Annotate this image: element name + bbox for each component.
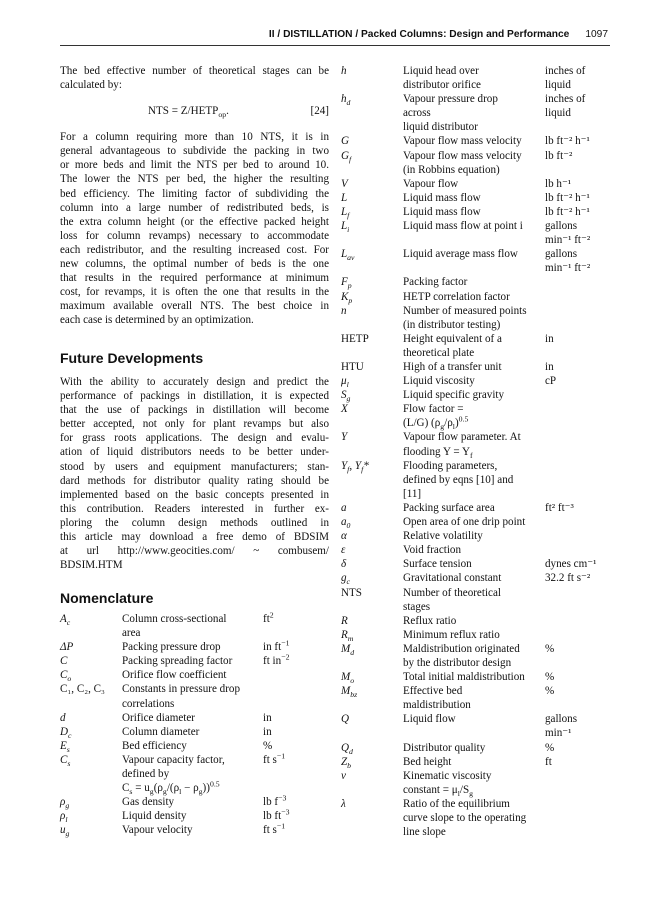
definition: Liquid density: [122, 810, 187, 823]
unit: inches of: [545, 93, 586, 106]
nomenclature-entry: [341, 529, 609, 543]
unit: in $ft^{-1}$: [263, 638, 290, 654]
text-line: for grass roots applications. The design and evalu-: [60, 432, 329, 445]
definition: Open area of one drip point: [403, 516, 526, 529]
symbol: HTU: [341, 360, 364, 373]
text-line: ation of liquid distributors needs to be better under-: [60, 446, 329, 459]
unit: min⁻¹ ft⁻²: [545, 262, 591, 275]
header-rule: [60, 45, 610, 46]
definition: Kinematic viscosity: [403, 769, 492, 782]
nomenclature-entry: [341, 586, 609, 614]
definition: Liquid mass flow: [403, 205, 481, 218]
text-line: BDSIM.HTM: [60, 559, 123, 572]
symbol: $M_{bz}$: [341, 685, 358, 700]
text-line: dard methods for distributor quality rating should be: [60, 474, 329, 487]
unit: $ft^2$: [263, 610, 274, 625]
unit: %: [545, 741, 555, 754]
definition: across: [403, 107, 431, 120]
nomenclature-entry: [60, 739, 330, 753]
nomenclature-entry: [60, 823, 330, 837]
definition: Liquid specific gravity: [403, 389, 505, 402]
unit: %: [263, 739, 273, 752]
definition: Liquid flow: [403, 713, 456, 726]
text-line: For a column requiring more than 10 NTS, it is in: [60, 131, 329, 144]
nomenclature-entry: [341, 360, 609, 374]
nomenclature-entry: [341, 628, 609, 642]
symbol: $g_c$: [341, 572, 350, 587]
definition: stages: [403, 600, 431, 613]
unit: %: [545, 685, 555, 698]
definition: Column cross-sectional: [122, 613, 227, 625]
text-line: or more beds and limit the NTS per bed to around 10.: [60, 159, 329, 172]
unit: %: [545, 642, 555, 655]
symbol: Q: [341, 713, 350, 726]
future-paragraph: [60, 375, 329, 572]
definition: Vapour flow mass velocity: [403, 135, 522, 148]
unit: lb ft⁻² h⁻¹: [545, 205, 590, 218]
definition: by the distributor design: [403, 656, 512, 669]
equation-subscript: op: [218, 110, 227, 120]
definition: Gravitational constant: [403, 572, 502, 585]
nomenclature-entry: [341, 332, 609, 360]
nomenclature-entry: [341, 402, 609, 430]
text-line: column into a large number of redistributed beds, is: [60, 201, 329, 214]
definition: Vapour flow: [403, 177, 459, 190]
intro-paragraph: [60, 64, 329, 92]
symbol: C: [60, 655, 68, 668]
running-header: [60, 29, 608, 43]
nomenclature-entry: [341, 642, 609, 670]
symbol: $u_g$: [60, 824, 70, 839]
symbol: $K_p$: [341, 290, 353, 305]
symbol: $h_d$: [341, 93, 351, 108]
text-line: bed efficiency. The limiting factor of subdividing the: [60, 187, 329, 200]
nomenclature-entry: [341, 290, 609, 304]
definition: defined by: [122, 768, 170, 781]
nomenclature-entry: [341, 247, 609, 275]
equation-text: NTS = Z/HETP: [148, 105, 219, 118]
nomenclature-entry: [341, 684, 609, 712]
symbol: ε: [341, 544, 346, 557]
symbol: $A_c$: [60, 613, 71, 628]
definition: Flow factor =: [403, 403, 464, 416]
nomenclature-left: [60, 612, 330, 838]
symbol: G: [341, 135, 350, 148]
unit: gallons: [545, 713, 578, 726]
definition: Orifice diameter: [122, 711, 195, 724]
definition: Surface tension: [403, 558, 472, 571]
symbol: λ: [341, 797, 346, 810]
symbol: δ: [341, 558, 347, 571]
nomenclature-entry: [341, 459, 609, 501]
equation-end: .: [226, 105, 229, 118]
unit: ft $s^{-1}$: [263, 751, 286, 766]
unit: cP: [545, 375, 557, 388]
definition: Maldistribution originated: [403, 642, 520, 655]
definition: Liquid mass flow at point i: [403, 220, 523, 233]
unit: gallons: [545, 248, 578, 261]
nomenclature-entry: [60, 612, 330, 640]
unit: in: [545, 332, 554, 345]
symbol: $C_s$: [60, 753, 71, 769]
definition: (in distributor testing): [403, 318, 501, 331]
unit: in: [263, 725, 272, 738]
symbol: $S_g$: [341, 389, 351, 404]
nomenclature-entry: [60, 753, 330, 795]
definition: correlations: [122, 697, 175, 710]
nomenclature-entry: [60, 809, 330, 823]
definition: Reflux ratio: [403, 614, 457, 627]
nomenclature-entry: [341, 670, 609, 684]
text-line: cost, for revamps, it is often the one that results in the: [60, 286, 329, 299]
symbol: $\rho_l$: [60, 810, 68, 825]
definition: Void fraction: [403, 544, 462, 557]
definition: (in Robbins equation): [403, 163, 500, 176]
unit: in: [545, 360, 554, 373]
nomenclature-entry: [341, 755, 609, 769]
unit: ft $in^{-2}$: [263, 652, 290, 668]
definition: flooding $Y = Y_f$: [403, 445, 473, 460]
equation-24: [60, 104, 329, 118]
text-line: new columns, the optimal number of beds is the one: [60, 258, 329, 271]
definition: Column diameter: [122, 725, 200, 738]
symbol: Y: [341, 431, 348, 444]
unit: gallons: [545, 220, 578, 233]
text-line: The bed effective number of theoretical stages can be: [60, 65, 329, 77]
symbol: $Y_f$, $Y_f*$: [341, 459, 369, 474]
nomenclature-entry: [341, 374, 609, 388]
definition: Liquid head over: [403, 65, 479, 77]
symbol: $L_i$: [341, 220, 350, 235]
symbol: C₁, C₂, C₃: [60, 683, 105, 696]
definition: Vapour pressure drop: [403, 93, 498, 106]
definition: Number of theoretical: [403, 586, 501, 599]
symbol: $R_m$: [341, 628, 354, 643]
text-line: better accepted, not only for plant revamps but also: [60, 418, 329, 431]
symbol: $\mu_l$: [341, 375, 349, 390]
definition: defined by eqns [10] and: [403, 473, 514, 486]
nomenclature-entry: [60, 711, 330, 725]
symbol: NTS: [341, 586, 362, 599]
nomenclature-entry: [341, 614, 609, 628]
nomenclature-entry: [341, 557, 609, 571]
text-line: stood by users and equipment manufacturers; stan-: [60, 460, 329, 473]
definition: theoretical plate: [403, 346, 475, 359]
definition: Bed efficiency: [122, 739, 187, 752]
nomenclature-entry: [341, 149, 609, 177]
definition: Minimum reflux ratio: [403, 628, 500, 641]
symbol: $\rho_g$: [60, 796, 70, 811]
symbol: a: [341, 501, 347, 514]
symbol: $Z_b$: [341, 755, 352, 770]
nomenclature-entry: [341, 219, 609, 247]
definition: curve slope to the operating: [403, 812, 527, 824]
text-line: general advantageous to subdivide the packing in two: [60, 145, 329, 158]
unit: liquid: [545, 107, 571, 120]
text-line: this contribution. Readers interested in further ex-: [60, 502, 329, 515]
definition: Liquid mass flow: [403, 191, 481, 204]
symbol: R: [341, 614, 348, 627]
text-line: loss for column revamps) necessary to accommodate: [60, 229, 329, 242]
text-line: each case is determined by an optimization.: [60, 314, 254, 327]
symbol: $D_c$: [60, 725, 72, 740]
definition: Gas density: [122, 796, 175, 809]
text-line: maximum available overall NTS. The best choice in: [60, 300, 329, 313]
unit: lb $ft^{-3}$: [263, 807, 290, 823]
text-line: that results in the required performance at minimum: [60, 272, 329, 285]
symbol: $Q_d$: [341, 741, 353, 756]
nomenclature-entry: [341, 64, 609, 92]
definition: Constants in pressure drop: [122, 683, 241, 696]
definition: Bed height: [403, 755, 452, 768]
nomenclature-entry: [341, 543, 609, 557]
unit: lb ft⁻² h⁻¹: [545, 191, 590, 204]
unit: lb h⁻¹: [545, 177, 572, 190]
text-line: With the ability to accurately design and predict the: [60, 376, 329, 388]
text-line: performance of packings in distillation, it is expected: [60, 390, 329, 403]
unit: lb ft⁻² h⁻¹: [545, 135, 590, 148]
definition: area: [122, 627, 141, 640]
symbol: α: [341, 530, 347, 543]
nomenclature-entry: [341, 134, 609, 148]
unit: ft² ft⁻³: [545, 501, 574, 514]
definition: Vapour capacity factor,: [122, 753, 225, 766]
nomenclature-entry: [341, 177, 609, 191]
symbol: $E_s$: [60, 739, 70, 755]
nomenclature-entry: [60, 795, 330, 809]
nomenclature-entry: [60, 668, 330, 682]
nomenclature-entry: [60, 725, 330, 739]
page-number: 1097: [585, 29, 608, 40]
unit: min⁻¹: [545, 727, 572, 740]
nomenclature-right: [341, 64, 609, 839]
definition: Distributor quality: [403, 741, 486, 754]
unit: 32.2 ft s⁻²: [545, 572, 591, 585]
section-heading-nomenclature: Nomenclature: [60, 590, 154, 606]
nomenclature-entry: [341, 571, 609, 585]
nomenclature-entry: [341, 275, 609, 289]
text-line: The lower the NTS per bed, the higher the resulting: [60, 173, 329, 186]
definition: Ratio of the equilibrium: [403, 797, 510, 810]
definition: Total initial maldistribution: [403, 671, 525, 684]
unit: liquid: [545, 79, 571, 92]
symbol: n: [341, 304, 347, 317]
symbol: $G_f$: [341, 149, 352, 164]
nomenclature-entry: [341, 205, 609, 219]
symbol: $M_o$: [341, 671, 355, 686]
nomenclature-entry: [341, 430, 609, 458]
definition: Vapour flow parameter. At: [403, 431, 521, 444]
definition: Flooding parameters,: [403, 459, 498, 472]
nomenclature-entry: [341, 769, 609, 797]
definition: Height equivalent of a: [403, 332, 502, 345]
definition: liquid distributor: [403, 121, 478, 134]
definition: line slope: [403, 826, 446, 839]
symbol: L: [341, 191, 348, 204]
unit: dynes cm⁻¹: [545, 558, 597, 571]
definition: Number of measured points: [403, 304, 527, 317]
nomenclature-entry: [60, 682, 330, 710]
definition: Packing spreading factor: [122, 655, 233, 668]
text-line: at url http://www.geocities.com/ ~ combusem/: [60, 545, 329, 558]
definition: Orifice flow coefficient: [122, 669, 227, 682]
text-line: each redistributor, and the resulting increased cost. For: [60, 243, 329, 256]
symbol: ν: [341, 769, 346, 782]
nomenclature-entry: [341, 388, 609, 402]
symbol: h: [341, 65, 347, 77]
nts-paragraph: [60, 130, 329, 327]
text-line: calculated by:: [60, 79, 122, 92]
nomenclature-entry: [341, 515, 609, 529]
definition: $C_s = u_g(\rho_g/(\rho_l - \rho_g))^{0.5}$: [122, 779, 220, 797]
symbol: $F_p$: [341, 276, 352, 291]
unit: %: [545, 671, 555, 684]
definition: High of a transfer unit: [403, 360, 502, 373]
unit: lb ft⁻²: [545, 149, 573, 162]
definition: Liquid average mass flow: [403, 248, 518, 261]
unit: lb $f^{-3}$: [263, 793, 287, 809]
nomenclature-entry: [341, 92, 609, 134]
definition: [11]: [403, 487, 422, 500]
unit: inches of: [545, 65, 586, 77]
symbol: X: [341, 403, 348, 416]
nomenclature-entry: [341, 501, 609, 515]
definition: Packing factor: [403, 276, 468, 289]
unit: in: [263, 711, 272, 724]
definition: Vapour velocity: [122, 824, 193, 837]
nomenclature-entry: [341, 304, 609, 332]
nomenclature-entry: [60, 654, 330, 668]
definition: Liquid viscosity: [403, 375, 475, 388]
definition: Vapour flow mass velocity: [403, 149, 522, 162]
running-title: II / DISTILLATION / Packed Columns: Design and Performance: [268, 29, 570, 40]
definition: constant = $\mu_l/S_g$: [403, 783, 474, 799]
intro-column: [60, 64, 329, 328]
symbol: $L_{av}$: [341, 248, 355, 263]
definition: distributor orifice: [403, 79, 481, 92]
equation-number: [24]: [310, 105, 329, 118]
text-line: ploring the column design methods outlined in: [60, 516, 329, 529]
text-line: the extra column height (or the effective packed height: [60, 215, 329, 228]
nomenclature-entry: [341, 797, 609, 839]
symbol: $L_f$: [341, 205, 350, 221]
section-heading-future: Future Developments: [60, 350, 204, 366]
nomenclature-entry: [341, 191, 609, 205]
definition: Effective bed: [403, 685, 463, 698]
nomenclature-entry: [341, 712, 609, 740]
definition: maldistribution: [403, 699, 471, 712]
definition: Packing pressure drop: [122, 641, 221, 654]
definition: HETP correlation factor: [403, 290, 510, 303]
symbol: $a_0$: [341, 516, 351, 531]
nomenclature-entry: [60, 640, 330, 654]
text-line: that the use of packings in distillation will become: [60, 404, 329, 417]
definition: Packing surface area: [403, 501, 495, 514]
symbol: $C_o$: [60, 669, 72, 684]
symbol: HETP: [341, 332, 369, 345]
text-line: implemented based on the basic concepts presented in: [60, 488, 329, 501]
nomenclature-entry: [341, 741, 609, 755]
text-line: this article may download a free demo of BDSIM: [60, 531, 329, 544]
unit: min⁻¹ ft⁻²: [545, 234, 591, 247]
symbol: $M_d$: [341, 642, 355, 658]
symbol: V: [341, 177, 348, 190]
definition: Relative volatility: [403, 530, 483, 543]
definition: (L/G) $(\rho_g/\rho_l)^{0.5}$: [403, 414, 469, 432]
symbol: d: [60, 711, 66, 724]
unit: ft: [545, 755, 552, 768]
unit: ft $s^{-1}$: [263, 821, 286, 837]
symbol: ΔP: [60, 641, 74, 654]
equation-expression: [148, 104, 229, 118]
